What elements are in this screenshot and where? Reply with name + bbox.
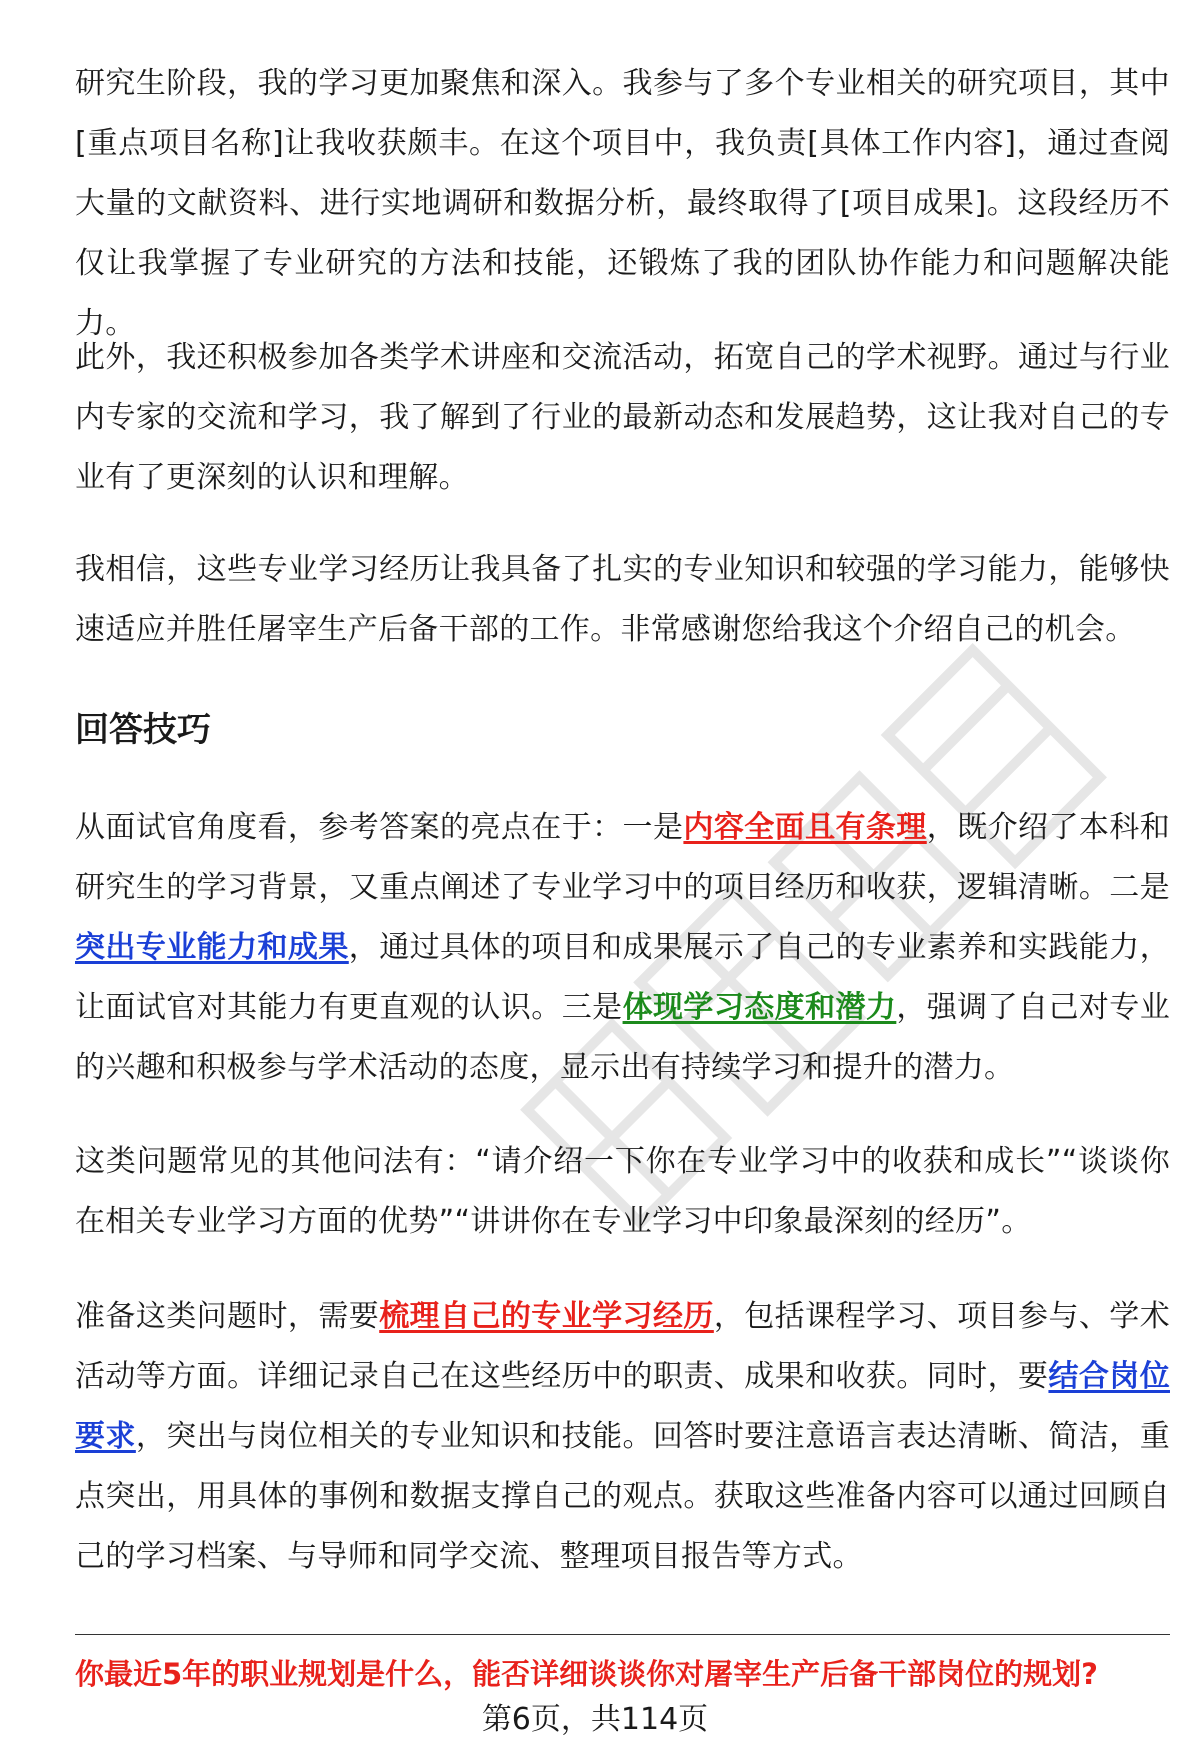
tip-text: 准备这类问题时，需要 (75, 1299, 380, 1334)
paragraph-graduate-study: 研究生阶段，我的学习更加聚焦和深入。我参与了多个专业相关的研究项目，其中[重点项目名称]让我收获颇丰。在这个项目中，我负责[具体工作内容]，通过查阅大量的文献资料、进行实地调研和数据分析，最终取得了[项目成果]。这段经历不仅让我掌握了专业研究的方法和技能，还锻炼了我的团队协作能力和问题解决能力。 (75, 66, 1170, 341)
tip-text: ，既介绍了本科和研究生的学习背景，又重点阐述了专业学习中的项目经历和收获，逻辑清晰。二是 (75, 810, 1171, 905)
paragraph-preparation (75, 1287, 1170, 1587)
highlight-professional-ability: 突出专业能力和成果 (75, 930, 349, 965)
paragraph-alternative-questions: 这类问题常见的其他问法有：“请介绍一下你在专业学习中的收获和成长”“谈谈你在相关专业学习方面的优势”“讲讲你在专业学习中印象最深刻的经历”。 (75, 1144, 1170, 1239)
tip-text: ，通过具体的项目和成果展示了自己的专业素养和实践能力，让面试官对其能力有更直观的认识。三是 (75, 930, 1170, 1025)
tip-text: ，强调了自己对专业的兴趣和积极参与学术活动的态度，显示出有持续学习和提升的潜力。 (75, 990, 1171, 1085)
tip-text: ，包括课程学习、项目参与、学术活动等方面。详细记录自己在这些经历中的职责、成果和收获。同时，要 (75, 1299, 1171, 1394)
footer-divider (75, 1634, 1170, 1635)
tip-text: 从面试官角度看，参考答案的亮点在于：一是 (75, 810, 684, 845)
page-number: 第6页，共114页 (481, 1702, 709, 1737)
tip-text: ，突出与岗位相关的专业知识和技能。回答时要注意语言表达清晰、简洁，重点突出，用具体的事例和数据支撑自己的观点。获取这些准备内容可以通过回顾自己的学习档案、与导师和同学交流、整理项目报告等方式。 (75, 1419, 1170, 1574)
highlight-attitude-potential: 体现学习态度和潜力 (622, 990, 897, 1025)
paragraph-conclusion: 我相信，这些专业学习经历让我具备了扎实的专业知识和较强的学习能力，能够快速适应并胜任屠宰生产后备干部的工作。非常感谢您给我这个介绍自己的机会。 (75, 552, 1170, 647)
highlight-job-requirements: 结合岗位要求 (75, 1359, 1170, 1454)
section-title: 回答技巧 (75, 710, 211, 750)
next-question-heading: 你最近5年的职业规划是什么，能否详细谈谈你对屠宰生产后备干部岗位的规划? (75, 1657, 1099, 1691)
paragraph-academic-activities: 此外，我还积极参加各类学术讲座和交流活动，拓宽自己的学术视野。通过与行业内专家的交流和学习，我了解到了行业的最新动态和发展趋势，这让我对自己的专业有了更深刻的认识和理解。 (75, 340, 1170, 495)
paragraph-interviewer-perspective (75, 798, 1170, 1098)
highlight-sort-experience: 梳理自己的专业学习经历 (379, 1299, 714, 1334)
highlight-comprehensive: 内容全面且有条理 (683, 810, 927, 845)
